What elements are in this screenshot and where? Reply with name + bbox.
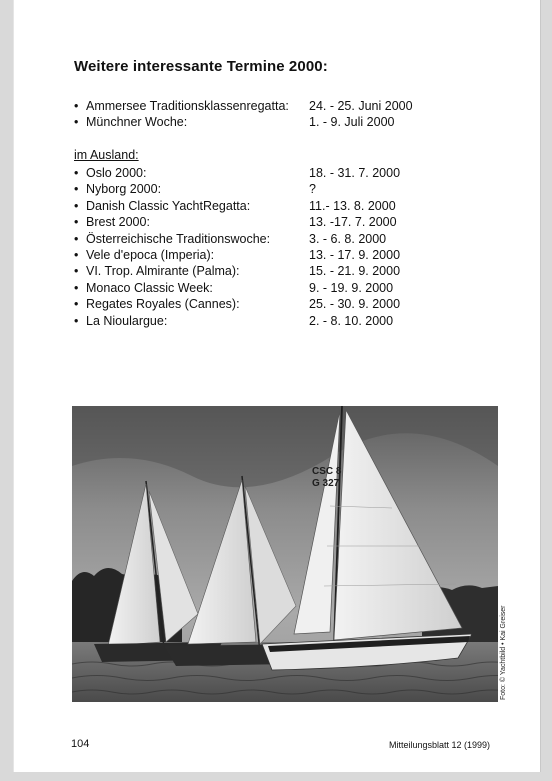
event-date: 25. - 30. 9. 2000 [309,297,401,312]
bullet-icon: • [74,198,79,213]
photo-credit: Foto: © Yachtbild • Kai Greiser [500,605,507,700]
page-number: 104 [71,738,90,750]
event-date: 1. - 9. Juli 2000 [309,115,395,130]
event-name: Danish Classic YachtRegatta: [86,198,251,213]
event-name: Brest 2000: [86,215,150,230]
event-date: 11.- 13. 8. 2000 [309,198,396,213]
event-date: 2. - 8. 10. 2000 [309,313,394,328]
event-name: VI. Trop. Almirante (Palma): [86,264,240,279]
sailing-yachts-photo [72,406,498,702]
sailing-yachts-illustration [72,406,498,702]
event-name: Vele d'epoca (Imperia): [86,247,215,262]
bullet-icon: • [74,313,79,328]
event-date: ? [309,182,316,197]
bullet-icon: • [74,247,79,262]
bullet-icon: • [74,231,79,246]
event-date: 24. - 25. Juni 2000 [309,99,413,113]
event-date: 13. -17. 7. 2000 [309,215,397,230]
sail-number-top: CSC 8 [312,466,342,477]
page-title: Weitere interessante Termine 2000: [74,58,328,75]
publication-title: Mitteilungsblatt 12 (1999) [389,740,491,750]
event-name: La Nioulargue: [86,313,168,328]
event-name: Oslo 2000: [86,166,147,180]
event-date: 3. - 6. 8. 2000 [309,231,387,246]
event-date: 18. - 31. 7. 2000 [309,166,401,180]
event-date: 13. - 17. 9. 2000 [309,247,401,262]
event-name: Monaco Classic Week: [86,280,213,295]
event-name: Nyborg 2000: [86,182,162,197]
bullet-icon: • [74,99,79,113]
bullet-icon: • [74,297,79,312]
bullet-icon: • [74,215,79,230]
event-name: Münchner Woche: [86,115,188,130]
event-date: 15. - 21. 9. 2000 [309,264,401,279]
document-page [14,0,540,772]
event-name: Regates Royales (Cannes): [86,297,240,312]
bullet-icon: • [74,115,79,130]
bullet-icon: • [74,166,79,180]
event-name: Ammersee Traditionsklassenregatta: [86,99,289,113]
abroad-heading: im Ausland: [74,148,139,162]
sail-number: G 327 [312,478,340,489]
event-date: 9. - 19. 9. 2000 [309,280,394,295]
event-name: Österreichische Traditionswoche: [86,231,271,246]
bullet-icon: • [74,182,79,197]
bullet-icon: • [74,280,79,295]
bullet-icon: • [74,264,79,279]
